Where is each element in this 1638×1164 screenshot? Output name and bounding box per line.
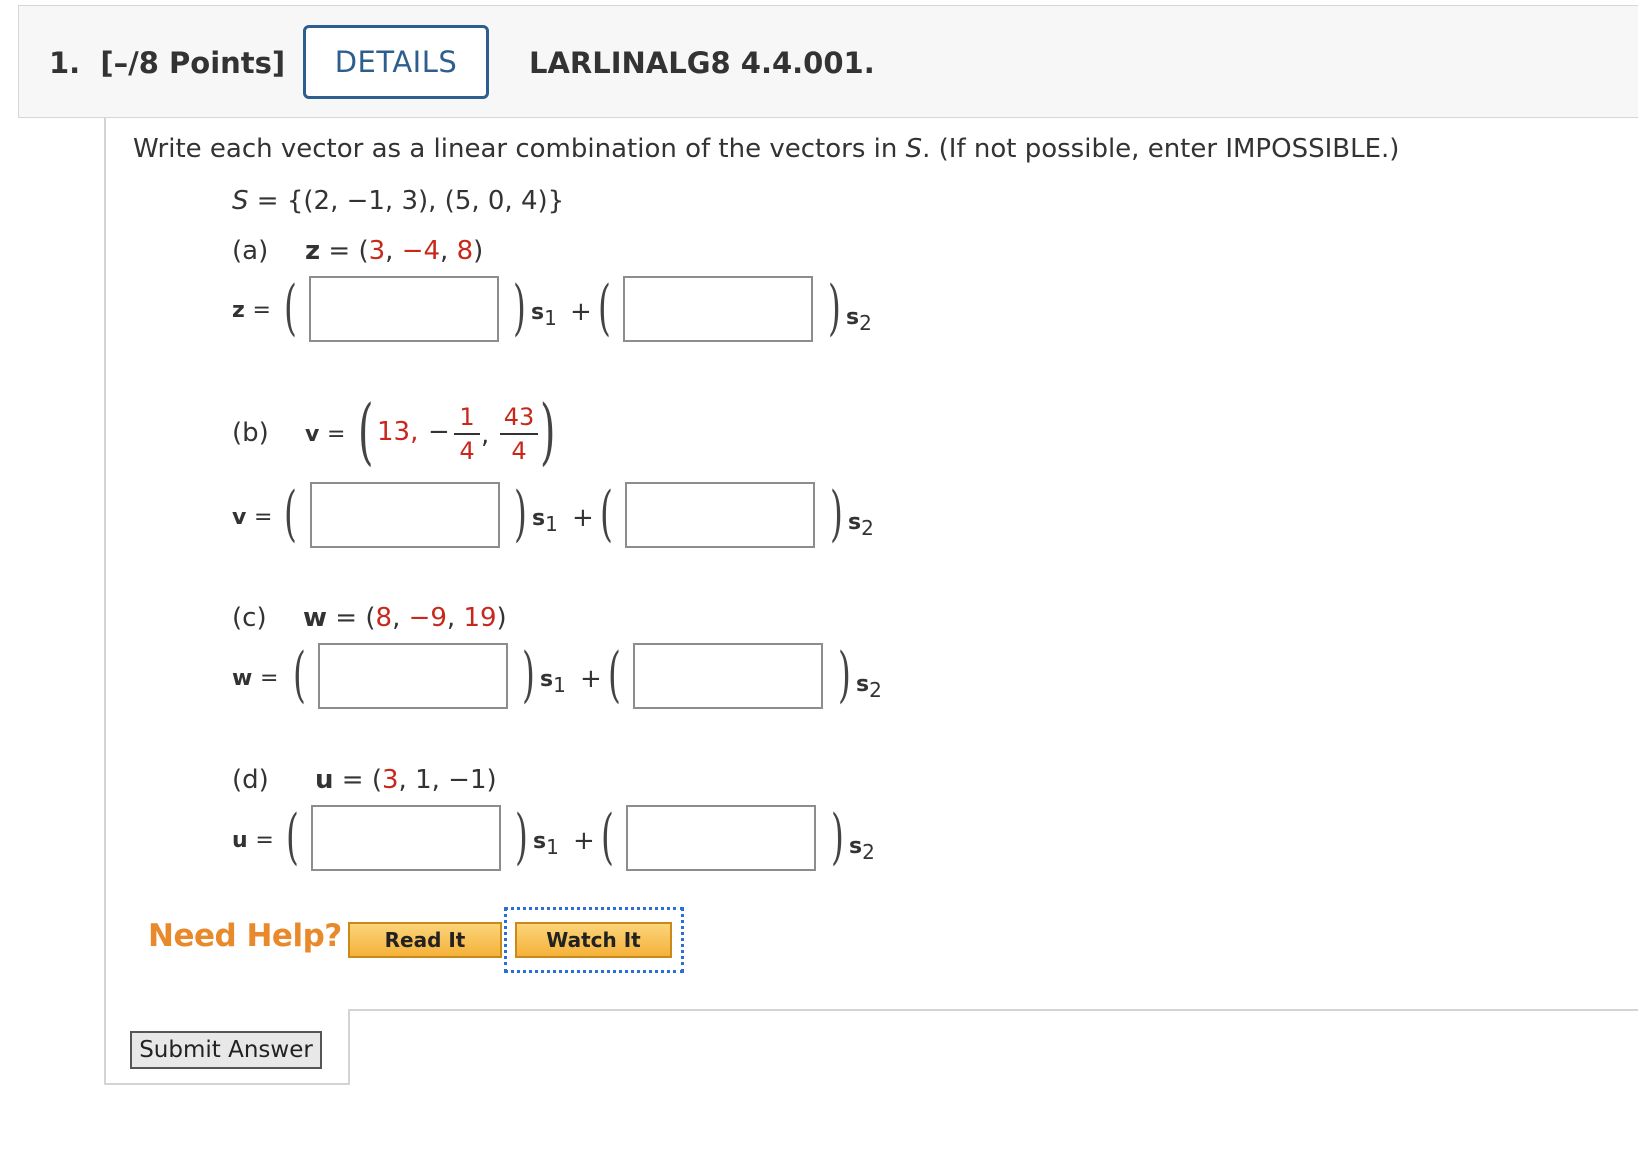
s2-label: $s_2$ <box>849 834 875 864</box>
part-a-coef2-input[interactable] <box>623 276 813 342</box>
paren-close-large: ) <box>540 389 556 473</box>
plus-sign: + <box>570 297 592 327</box>
part-a-vector: z = (3, −4, 8) <box>305 236 484 266</box>
question-prompt: Write each vector as a linear combination of the vectors in S. (If not possible, enter IMPOSSIBLE.) <box>133 134 1400 164</box>
part-a-coef1-input[interactable] <box>309 276 499 342</box>
s2-label: $s_2$ <box>846 305 872 335</box>
plus-sign: + <box>573 826 595 856</box>
part-b-coef1-input[interactable] <box>310 482 500 548</box>
content-border-left <box>104 118 106 1085</box>
plus-sign: + <box>580 664 602 694</box>
s2-label: $s_2$ <box>848 510 874 540</box>
part-d-coef1-input[interactable] <box>311 805 501 871</box>
paren-open: ( <box>286 802 299 872</box>
paren-open-large: ( <box>358 389 374 473</box>
part-a-label: (a) <box>232 236 269 266</box>
part-b-eq-label: v = <box>232 505 273 530</box>
paren-close: ) <box>515 802 528 872</box>
part-c-coef1-input[interactable] <box>318 643 508 709</box>
part-b-label: (b) <box>232 418 269 448</box>
plus-sign: + <box>572 503 594 533</box>
part-b-coef2-input[interactable] <box>625 482 815 548</box>
details-button[interactable]: DETAILS <box>303 25 489 99</box>
paren-open: ( <box>284 479 297 549</box>
set-definition: S = {(2, −1, 3), (5, 0, 4)} <box>232 186 565 216</box>
part-d-eq-label: u = <box>232 828 274 853</box>
watch-it-button[interactable]: Watch It <box>515 922 672 958</box>
part-d-vector: u = (3, 1, −1) <box>315 765 497 795</box>
s1-label: $s_1$ <box>540 667 566 697</box>
paren-open: ( <box>598 273 611 343</box>
part-b-c3-fraction: $\frac{43}{4}$ <box>500 405 538 463</box>
part-c-coef2-input[interactable] <box>633 643 823 709</box>
part-c-eq-label: w = <box>232 666 279 691</box>
submit-answer-button[interactable]: Submit Answer <box>130 1031 322 1069</box>
paren-open: ( <box>601 802 614 872</box>
paren-close: ) <box>522 640 535 710</box>
part-d-coef2-input[interactable] <box>626 805 816 871</box>
paren-close: ) <box>513 273 526 343</box>
need-help-label: Need Help? <box>148 918 342 954</box>
paren-open: ( <box>608 640 621 710</box>
part-b-c2-fraction: $\frac{1}{4}$ <box>454 405 480 463</box>
part-c-vector: w = (8, −9, 19) <box>303 603 507 633</box>
question-number-points: 1. [–/8 Points] <box>49 46 286 80</box>
part-b-comma: , <box>481 420 490 450</box>
s2-label: $s_2$ <box>856 672 882 702</box>
paren-open: ( <box>284 273 297 343</box>
paren-close: ) <box>828 273 841 343</box>
s1-label: $s_1$ <box>533 829 559 859</box>
part-b-c1: 13, <box>377 417 419 447</box>
paren-close: ) <box>838 640 851 710</box>
s1-label: $s_1$ <box>532 506 558 536</box>
content-border-top-right <box>348 1009 1638 1011</box>
part-d-label: (d) <box>232 765 269 795</box>
paren-close: ) <box>830 479 843 549</box>
content-border-bottom <box>104 1083 350 1085</box>
part-a-eq-label: z = <box>232 298 271 323</box>
question-header <box>18 5 1638 118</box>
paren-open: ( <box>293 640 306 710</box>
paren-close: ) <box>514 479 527 549</box>
part-b-c2-sign: − <box>428 417 450 447</box>
content-border-step <box>348 1009 350 1085</box>
part-b-vector-name: v = <box>305 422 346 447</box>
part-c-label: (c) <box>232 603 267 633</box>
question-id: LARLINALG8 4.4.001. <box>529 46 875 80</box>
read-it-button[interactable]: Read It <box>348 922 502 958</box>
paren-open: ( <box>600 479 613 549</box>
s1-label: $s_1$ <box>531 300 557 330</box>
paren-close: ) <box>831 802 844 872</box>
